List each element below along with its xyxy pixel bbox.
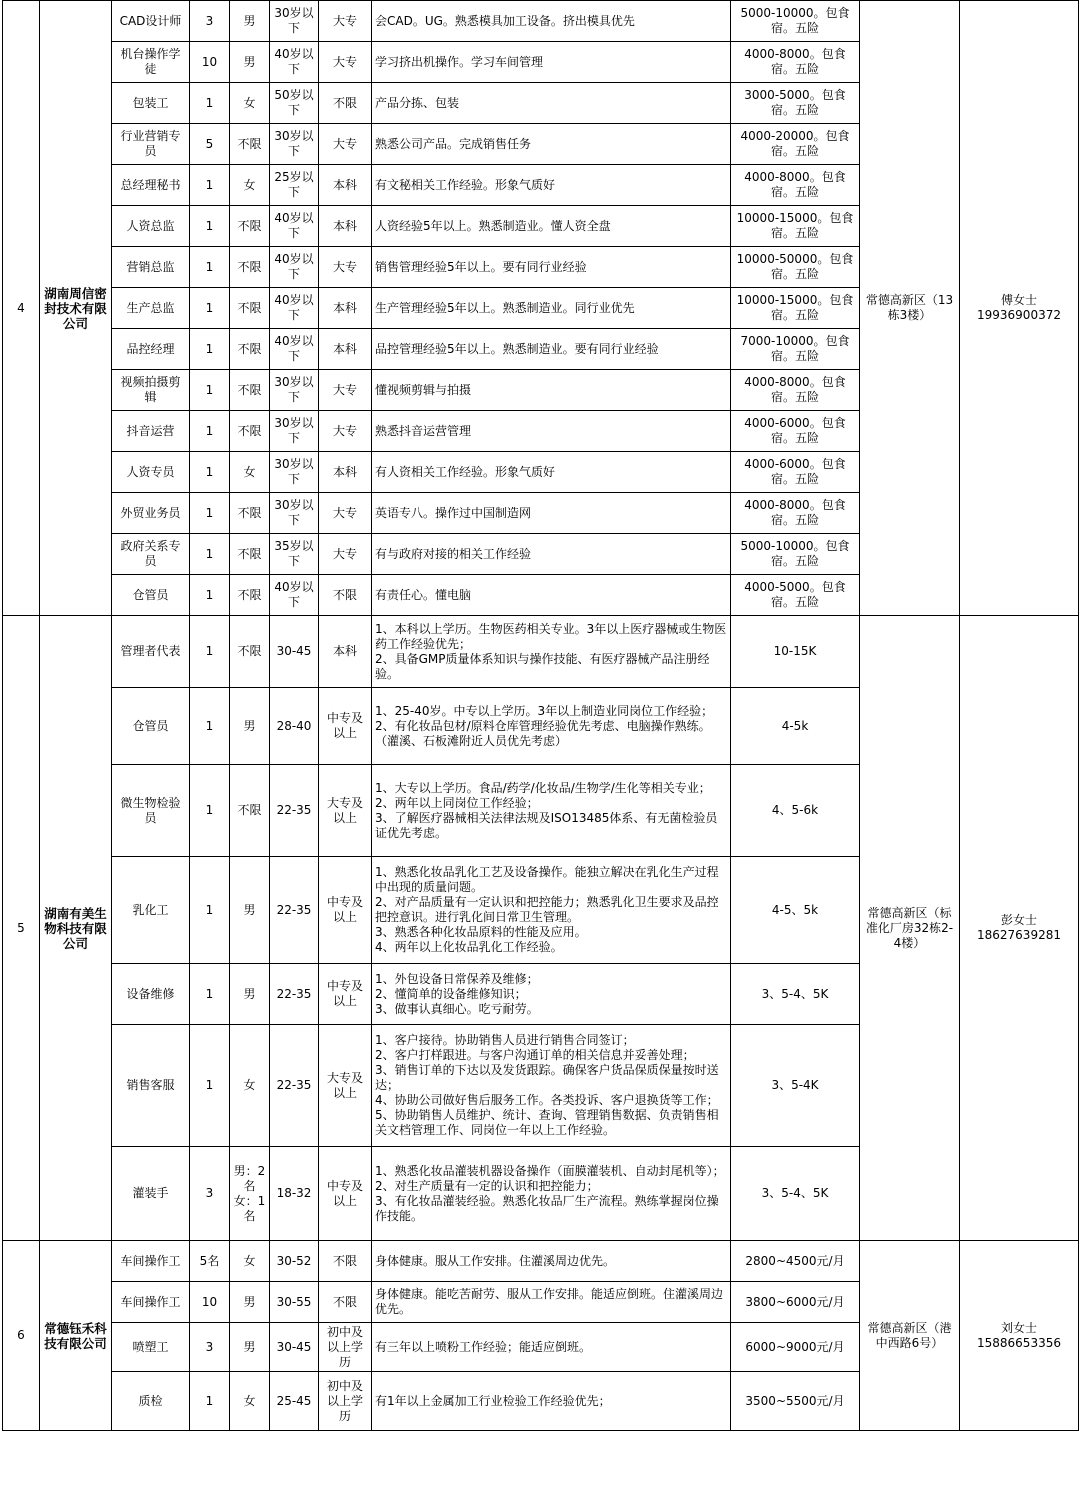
job-salary: 3、5-4K xyxy=(731,1025,860,1147)
job-education: 本科 xyxy=(319,452,372,493)
job-title: 总经理秘书 xyxy=(112,165,190,206)
job-education: 大专 xyxy=(319,42,372,83)
job-age: 25-45 xyxy=(270,1372,319,1431)
job-salary: 7000-10000。包食宿。五险 xyxy=(731,329,860,370)
job-salary: 10-15K xyxy=(731,616,860,688)
job-age: 50岁以下 xyxy=(270,83,319,124)
job-requirements: 生产管理经验5年以上。熟悉制造业。同行业优先 xyxy=(372,288,731,329)
job-title: 乳化工 xyxy=(112,857,190,964)
job-title: 品控经理 xyxy=(112,329,190,370)
job-gender: 男 xyxy=(230,964,270,1025)
job-title: CAD设计师 xyxy=(112,1,190,42)
job-requirements: 1、熟悉化妆品灌装机器设备操作（面膜灌装机、自动封尾机等）； 2、对生产质量有一定的认识和把控能力； 3、有化妆品灌装经验。熟悉化妆品厂生产流程。熟练掌握岗位操作技能。 xyxy=(372,1147,731,1241)
job-title: 销售客服 xyxy=(112,1025,190,1147)
job-age: 30-45 xyxy=(270,616,319,688)
job-age: 30岁以下 xyxy=(270,452,319,493)
job-gender: 不限 xyxy=(230,329,270,370)
job-requirements: 1、熟悉化妆品乳化工艺及设备操作。能独立解决在乳化生产过程中出现的质量问题。 2、对产品质量有一定认识和把控能力；熟悉乳化卫生要求及品控把控意识。进行乳化间日常卫生管理。 3、熟悉各种化妆品原料的性能及应用。 4、两年以上化妆品乳化工作经验。 xyxy=(372,857,731,964)
job-title: 微生物检验员 xyxy=(112,765,190,857)
job-age: 40岁以下 xyxy=(270,329,319,370)
job-education: 大专及以上 xyxy=(319,765,372,857)
contact-phone: 15886653356 xyxy=(977,1335,1061,1350)
job-gender: 不限 xyxy=(230,575,270,616)
job-age: 30岁以下 xyxy=(270,411,319,452)
job-requirements: 熟悉公司产品。完成销售任务 xyxy=(372,124,731,165)
job-salary: 4000-8000。包食宿。五险 xyxy=(731,493,860,534)
job-salary: 4000-6000。包食宿。五险 xyxy=(731,411,860,452)
job-salary: 4-5k xyxy=(731,688,860,765)
job-requirements: 有责任心。懂电脑 xyxy=(372,575,731,616)
job-count: 3 xyxy=(190,1,230,42)
job-requirements: 1、本科以上学历。生物医药相关专业。3年以上医疗器械或生物医药工作经验优先； 2、具备GMP质量体系知识与操作技能、有医疗器械产品注册经验。 xyxy=(372,616,731,688)
job-education: 中专及以上 xyxy=(319,964,372,1025)
job-age: 40岁以下 xyxy=(270,288,319,329)
job-title: 机台操作学徒 xyxy=(112,42,190,83)
job-age: 28-40 xyxy=(270,688,319,765)
contact-person: 彭女士 xyxy=(1000,913,1037,927)
job-salary: 5000-10000。包食宿。五险 xyxy=(731,1,860,42)
company-index: 5 xyxy=(3,616,40,1241)
job-education: 不限 xyxy=(319,83,372,124)
company-location: 常德高新区（港中西路6号） xyxy=(860,1241,960,1431)
job-age: 22-35 xyxy=(270,1025,319,1147)
job-age: 30-52 xyxy=(270,1241,319,1282)
job-salary: 3、5-4、5K xyxy=(731,964,860,1025)
job-gender: 男 xyxy=(230,688,270,765)
job-salary: 4000-5000。包食宿。五险 xyxy=(731,575,860,616)
job-gender: 女 xyxy=(230,1025,270,1147)
contact-person: 刘女士 xyxy=(1000,1320,1037,1335)
job-salary: 10000-15000。包食宿。五险 xyxy=(731,288,860,329)
job-education: 大专及以上 xyxy=(319,1025,372,1147)
job-age: 18-32 xyxy=(270,1147,319,1241)
job-age: 30-45 xyxy=(270,1323,319,1372)
job-requirements: 英语专八。操作过中国制造网 xyxy=(372,493,731,534)
job-count: 1 xyxy=(190,165,230,206)
job-title: 仓管员 xyxy=(112,575,190,616)
job-requirements: 品控管理经验5年以上。熟悉制造业。要有同行业经验 xyxy=(372,329,731,370)
job-gender: 不限 xyxy=(230,534,270,575)
job-requirements: 熟悉抖音运营管理 xyxy=(372,411,731,452)
job-requirements: 有三年以上喷粉工作经验；能适应倒班。 xyxy=(372,1323,731,1372)
job-requirements: 销售管理经验5年以上。要有同行业经验 xyxy=(372,247,731,288)
job-gender: 男 xyxy=(230,42,270,83)
job-education: 初中及以上学历 xyxy=(319,1323,372,1372)
job-age: 22-35 xyxy=(270,964,319,1025)
job-requirements: 会CAD。UG。熟悉模具加工设备。挤出模具优先 xyxy=(372,1,731,42)
table-body xyxy=(3,1,1079,1431)
recruitment-table xyxy=(2,0,1079,1431)
job-title: 政府关系专员 xyxy=(112,534,190,575)
job-title: 车间操作工 xyxy=(112,1282,190,1323)
company-location: 常德高新区（标准化厂房32栋2-4楼） xyxy=(860,616,960,1241)
job-age: 40岁以下 xyxy=(270,42,319,83)
job-count: 5 xyxy=(190,124,230,165)
job-count: 10 xyxy=(190,42,230,83)
job-gender: 不限 xyxy=(230,206,270,247)
job-education: 本科 xyxy=(319,206,372,247)
job-salary: 3、5-4、5K xyxy=(731,1147,860,1241)
job-count: 1 xyxy=(190,765,230,857)
job-gender: 男 xyxy=(230,1323,270,1372)
job-count: 1 xyxy=(190,575,230,616)
job-education: 不限 xyxy=(319,1282,372,1323)
job-age: 40岁以下 xyxy=(270,575,319,616)
job-salary: 4000-8000。包食宿。五险 xyxy=(731,370,860,411)
job-title: 车间操作工 xyxy=(112,1241,190,1282)
job-title: 人资专员 xyxy=(112,452,190,493)
job-count: 1 xyxy=(190,329,230,370)
job-gender: 女 xyxy=(230,1241,270,1282)
job-salary: 4000-20000。包食宿。五险 xyxy=(731,124,860,165)
job-education: 不限 xyxy=(319,575,372,616)
job-gender: 不限 xyxy=(230,411,270,452)
job-count: 1 xyxy=(190,247,230,288)
job-title: 设备维修 xyxy=(112,964,190,1025)
job-age: 22-35 xyxy=(270,765,319,857)
job-title: 抖音运营 xyxy=(112,411,190,452)
job-gender: 男：2名 女：1名 xyxy=(230,1147,270,1241)
job-count: 5名 xyxy=(190,1241,230,1282)
job-age: 30岁以下 xyxy=(270,370,319,411)
job-gender: 不限 xyxy=(230,247,270,288)
job-gender: 不限 xyxy=(230,493,270,534)
job-salary: 4-5、5k xyxy=(731,857,860,964)
job-gender: 不限 xyxy=(230,370,270,411)
job-count: 3 xyxy=(190,1147,230,1241)
job-title: 喷塑工 xyxy=(112,1323,190,1372)
job-salary: 3500~5500元/月 xyxy=(731,1372,860,1431)
job-gender: 男 xyxy=(230,1,270,42)
job-education: 初中及以上学历 xyxy=(319,1372,372,1431)
table-row xyxy=(3,1241,1079,1282)
job-count: 1 xyxy=(190,857,230,964)
job-age: 22-35 xyxy=(270,857,319,964)
job-gender: 女 xyxy=(230,452,270,493)
contact-person: 傅女士 xyxy=(1000,293,1037,307)
job-gender: 女 xyxy=(230,165,270,206)
job-requirements: 1、客户接待。协助销售人员进行销售合同签订； 2、客户打样跟进。与客户沟通订单的相关信息并妥善处理； 3、销售订单的下达以及发货跟踪。确保客户货品保质保量按时送达； 4、协助公司做好售后服务工作。各类投诉、客户退换货等工作； 5、协助销售人员维护、统计、查询、管理销售数据、负责销售相关文档管理工作、同岗位一年以上工作经验。 xyxy=(372,1025,731,1147)
job-gender: 女 xyxy=(230,83,270,124)
job-education: 大专 xyxy=(319,534,372,575)
job-count: 1 xyxy=(190,493,230,534)
job-count: 1 xyxy=(190,1025,230,1147)
company-contact xyxy=(960,616,1079,1241)
job-title: 行业营销专员 xyxy=(112,124,190,165)
company-name: 湖南有美生物科技有限公司 xyxy=(40,616,112,1241)
job-salary: 5000-10000。包食宿。五险 xyxy=(731,534,860,575)
job-requirements: 有文秘相关工作经验。形象气质好 xyxy=(372,165,731,206)
table-row xyxy=(3,1,1079,42)
job-requirements: 人资经验5年以上。熟悉制造业。懂人资全盘 xyxy=(372,206,731,247)
job-salary: 4000-8000。包食宿。五险 xyxy=(731,165,860,206)
job-age: 30岁以下 xyxy=(270,124,319,165)
job-salary: 3800~6000元/月 xyxy=(731,1282,860,1323)
job-education: 大专 xyxy=(319,124,372,165)
job-salary: 3000-5000。包食宿。五险 xyxy=(731,83,860,124)
table-row xyxy=(3,616,1079,688)
job-gender: 不限 xyxy=(230,765,270,857)
job-salary: 4000-8000。包食宿。五险 xyxy=(731,42,860,83)
job-gender: 不限 xyxy=(230,124,270,165)
job-salary: 10000-50000。包食宿。五险 xyxy=(731,247,860,288)
job-count: 1 xyxy=(190,452,230,493)
job-gender: 不限 xyxy=(230,288,270,329)
job-title: 质检 xyxy=(112,1372,190,1431)
job-salary: 4、5-6k xyxy=(731,765,860,857)
job-count: 1 xyxy=(190,288,230,329)
job-age: 30岁以下 xyxy=(270,493,319,534)
contact-phone: 18627639281 xyxy=(977,928,1061,942)
job-count: 3 xyxy=(190,1323,230,1372)
job-requirements: 1、大专以上学历。食品/药学/化妆品/生物学/生化等相关专业； 2、两年以上同岗位工作经验； 3、了解医疗器械相关法律法规及ISO13485体系、有无菌检验员证优先考虑。 xyxy=(372,765,731,857)
job-requirements: 有1年以上金属加工行业检验工作经验优先； xyxy=(372,1372,731,1431)
job-title: 视频拍摄剪辑 xyxy=(112,370,190,411)
job-count: 10 xyxy=(190,1282,230,1323)
job-age: 25岁以下 xyxy=(270,165,319,206)
job-title: 灌装手 xyxy=(112,1147,190,1241)
job-gender: 男 xyxy=(230,1282,270,1323)
job-age: 30岁以下 xyxy=(270,1,319,42)
job-count: 1 xyxy=(190,370,230,411)
job-title: 生产总监 xyxy=(112,288,190,329)
job-requirements: 身体健康。能吃苦耐劳、服从工作安排。能适应倒班。住灌溪周边优先。 xyxy=(372,1282,731,1323)
job-education: 大专 xyxy=(319,370,372,411)
job-education: 本科 xyxy=(319,616,372,688)
job-education: 中专及以上 xyxy=(319,1147,372,1241)
job-requirements: 1、25-40岁。中专以上学历。3年以上制造业同岗位工作经验； 2、有化妆品包材/原料仓库管理经验优先考虑、电脑操作熟练。（灌溪、石板滩附近人员优先考虑） xyxy=(372,688,731,765)
job-age: 35岁以下 xyxy=(270,534,319,575)
job-education: 大专 xyxy=(319,493,372,534)
job-education: 本科 xyxy=(319,288,372,329)
company-contact xyxy=(960,1,1079,616)
job-age: 40岁以下 xyxy=(270,206,319,247)
company-contact xyxy=(960,1241,1079,1431)
job-title: 营销总监 xyxy=(112,247,190,288)
job-count: 1 xyxy=(190,83,230,124)
job-title: 人资总监 xyxy=(112,206,190,247)
job-gender: 女 xyxy=(230,1372,270,1431)
job-salary: 4000-6000。包食宿。五险 xyxy=(731,452,860,493)
company-index: 4 xyxy=(3,1,40,616)
job-salary: 6000~9000元/月 xyxy=(731,1323,860,1372)
contact-phone: 19936900372 xyxy=(977,308,1061,322)
job-requirements: 1、外包设备日常保养及维修； 2、懂简单的设备维修知识； 3、做事认真细心。吃亏耐劳。 xyxy=(372,964,731,1025)
job-requirements: 有与政府对接的相关工作经验 xyxy=(372,534,731,575)
job-count: 1 xyxy=(190,411,230,452)
job-title: 管理者代表 xyxy=(112,616,190,688)
company-name: 湖南周信密封技术有限公司 xyxy=(40,1,112,616)
job-education: 中专及以上 xyxy=(319,688,372,765)
job-count: 1 xyxy=(190,206,230,247)
job-count: 1 xyxy=(190,688,230,765)
job-title: 外贸业务员 xyxy=(112,493,190,534)
job-education: 大专 xyxy=(319,411,372,452)
job-count: 1 xyxy=(190,1372,230,1431)
job-count: 1 xyxy=(190,964,230,1025)
job-count: 1 xyxy=(190,534,230,575)
job-salary: 2800~4500元/月 xyxy=(731,1241,860,1282)
job-requirements: 有人资相关工作经验。形象气质好 xyxy=(372,452,731,493)
job-requirements: 产品分拣、包装 xyxy=(372,83,731,124)
job-age: 30-55 xyxy=(270,1282,319,1323)
job-requirements: 懂视频剪辑与拍摄 xyxy=(372,370,731,411)
company-location: 常德高新区（13栋3楼） xyxy=(860,1,960,616)
job-education: 不限 xyxy=(319,1241,372,1282)
job-salary: 10000-15000。包食宿。五险 xyxy=(731,206,860,247)
job-education: 本科 xyxy=(319,329,372,370)
company-name: 常德钰禾科技有限公司 xyxy=(40,1241,112,1431)
job-education: 本科 xyxy=(319,165,372,206)
job-gender: 不限 xyxy=(230,616,270,688)
job-requirements: 学习挤出机操作。学习车间管理 xyxy=(372,42,731,83)
job-requirements: 身体健康。服从工作安排。住灌溪周边优先。 xyxy=(372,1241,731,1282)
company-index: 6 xyxy=(3,1241,40,1431)
job-title: 仓管员 xyxy=(112,688,190,765)
job-count: 1 xyxy=(190,616,230,688)
job-education: 大专 xyxy=(319,247,372,288)
job-education: 大专 xyxy=(319,1,372,42)
job-education: 中专及以上 xyxy=(319,857,372,964)
job-gender: 男 xyxy=(230,857,270,964)
job-age: 40岁以下 xyxy=(270,247,319,288)
job-title: 包装工 xyxy=(112,83,190,124)
